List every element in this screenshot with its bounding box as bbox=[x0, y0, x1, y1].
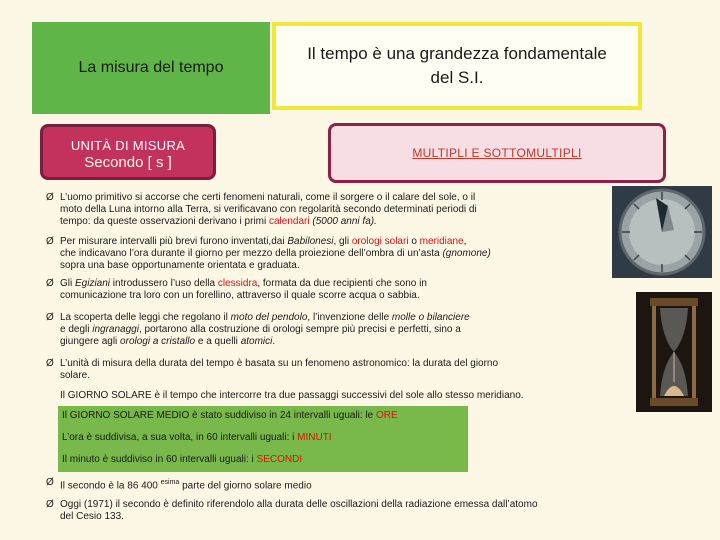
text-line: sopra una base opportunamente orientata e graduata. bbox=[60, 260, 300, 271]
text-line: Gli Egiziani introdussero l’uso della clessidra, formata da due recipienti che sono in bbox=[60, 278, 427, 289]
bullet-hourglass bbox=[46, 278, 427, 302]
unit-label: UNITÀ DI MISURA bbox=[70, 138, 186, 153]
text-line: comunicazione tra loro con un forellino, attraverso il quale scorre acqua o sabbia. bbox=[60, 290, 420, 301]
solar-day-definition: Il GIORNO SOLARE è il tempo che intercorre tra due passaggi successivi del sole allo stesso meridiano. bbox=[60, 390, 524, 401]
arrow-bullet-icon: Ø bbox=[46, 236, 54, 247]
text-line: solare. bbox=[60, 370, 91, 381]
text-line: La scoperta delle leggi che regolano il moto del pendolo, l’invenzione delle molle o bilanciere bbox=[60, 312, 470, 323]
unit-value: Secondo [ s ] bbox=[84, 154, 172, 171]
arrow-bullet-icon: Ø bbox=[46, 358, 54, 369]
sundial-image bbox=[612, 186, 712, 278]
highlight-calendari: calendari bbox=[269, 216, 310, 227]
minutes-line: L’ora è suddivisa, a sua volta, in 60 intervalli uguali: i MINUTI bbox=[62, 432, 332, 443]
bullet-solar-day bbox=[46, 358, 499, 382]
arrow-bullet-icon: Ø bbox=[46, 278, 54, 289]
bullet-pendulum bbox=[46, 312, 470, 348]
multiples-box[interactable] bbox=[328, 123, 666, 183]
bullet-sundials bbox=[46, 236, 491, 272]
hourglass-image bbox=[636, 292, 712, 412]
text-line: L’unità di misura della durata del tempo è basata su un fenomeno astronomico: la durata del giorno bbox=[60, 358, 499, 369]
bullet-second-definition bbox=[46, 477, 312, 492]
section-label: La misura del tempo bbox=[78, 59, 224, 76]
text-line: Per misurare intervalli più brevi furono inventati,dai Babilonesi, gli orologi solari o meridiane, bbox=[60, 236, 467, 247]
text-line: tempo: da queste osservazioni derivano i primi calendari (5000 anni fa). bbox=[60, 216, 377, 227]
text-line: Il secondo è la 86 400 $^{esima}$ parte del giorno solare medio bbox=[60, 479, 312, 492]
text-line: Oggi (1971) il secondo è definito riferendolo alla durata delle oscillazioni della radiazione emessa dall’atomo bbox=[60, 499, 538, 510]
arrow-bullet-icon: Ø bbox=[46, 312, 54, 323]
section-label-box bbox=[32, 22, 270, 114]
text-line: e degli ingranaggi, portarono alla costruzione di orologi sempre più precisi e perfetti, sino a bbox=[60, 324, 461, 335]
arrow-bullet-icon: Ø bbox=[46, 499, 54, 510]
page-title-box bbox=[272, 22, 642, 110]
arrow-bullet-icon: Ø bbox=[46, 192, 54, 203]
seconds-line: Il minuto è suddiviso in 60 intervalli uguali: i SECONDI bbox=[62, 454, 303, 465]
text-line: giungere agli orologi a cristallo e a quelli atomici. bbox=[60, 336, 276, 347]
arrow-bullet-icon: Ø bbox=[46, 477, 54, 488]
bullet-primitive-man bbox=[46, 192, 477, 228]
text-line: moto della Luna intorno alla Terra, si verificavano con regolarità secondo determinati periodi di bbox=[60, 204, 477, 215]
page-title-line2: del S.I. bbox=[430, 68, 484, 87]
multiples-link[interactable]: MULTIPLI E SOTTOMULTIPLI bbox=[412, 146, 582, 160]
text-line: del Cesio 133. bbox=[60, 511, 124, 522]
bullet-cesium bbox=[46, 499, 538, 523]
text-line: L’uomo primitivo si accorse che certi fenomeni naturali, come il sorgere o il calare del sole, o il bbox=[60, 192, 476, 203]
text-line: che indicavano l’ora durante il giorno per mezzo della proiezione dell’ombra di un’asta (gnomone) bbox=[60, 248, 491, 259]
page-title-line1: Il tempo è una grandezza fondamentale bbox=[307, 44, 607, 63]
unit-box bbox=[40, 124, 216, 180]
hours-line: Il GIORNO SOLARE MEDIO è stato suddiviso in 24 intervalli uguali: le ORE bbox=[62, 410, 398, 421]
page-title bbox=[307, 42, 607, 90]
